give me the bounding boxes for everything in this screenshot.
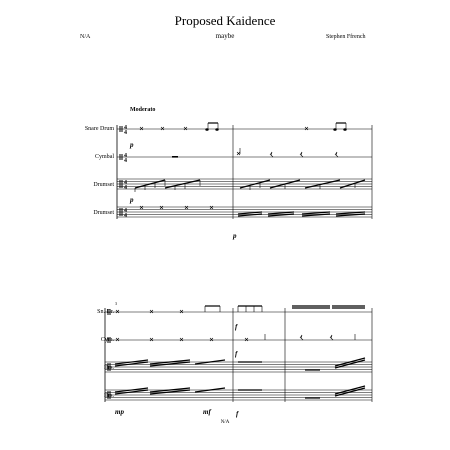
instrument-label-drumset-1: Drumset (93, 182, 114, 188)
instrument-label-snare-drum: Snare Drum (84, 126, 114, 132)
svg-text:4: 4 (124, 208, 127, 214)
svg-text:4: 4 (124, 158, 127, 164)
measure-number: 3 (115, 301, 117, 306)
dynamic-marking: mp (115, 408, 124, 416)
svg-text:4: 4 (124, 125, 127, 131)
tempo-marking: Moderato (130, 107, 156, 113)
instrument-label-snare-drum-short: Sn. Dr. (97, 309, 114, 315)
instrument-label-cymbal-short: Cym. (100, 337, 114, 343)
instrument-label-cymbal: Cymbal (95, 154, 114, 160)
drumset-1-notes-2 (115, 358, 365, 370)
snare-notes (140, 123, 346, 131)
score-title: Proposed Kaidence (174, 13, 276, 28)
staff-drumset-1-2 (105, 362, 372, 372)
dynamic-marking: p (130, 196, 134, 204)
percussion-clef-icon (108, 309, 110, 399)
svg-text:4: 4 (124, 180, 127, 186)
svg-text:4: 4 (124, 153, 127, 159)
dynamic-marking: f (235, 350, 238, 358)
cymbal-notes (172, 148, 338, 158)
dynamic-marking: p (233, 232, 237, 240)
time-signature (124, 125, 127, 219)
header-left-text: N/A (80, 34, 91, 40)
dynamic-marking: f (236, 410, 239, 418)
dynamic-marking: f (235, 323, 238, 331)
dynamic-marking: p (130, 141, 134, 149)
svg-text:4: 4 (124, 213, 127, 219)
dynamic-marking: mf (203, 408, 211, 416)
staff-drumset-2-2 (105, 390, 372, 400)
drumset-2-notes-2 (115, 386, 365, 398)
percussion-clef-icon (120, 126, 122, 216)
svg-text:4: 4 (124, 185, 127, 191)
composer-name: Stephen Ffrench (326, 34, 366, 40)
instrument-label-drumset-2-short: Drs. (103, 393, 114, 399)
page-footer: N/A (220, 420, 230, 425)
svg-text:4: 4 (124, 130, 127, 136)
instrument-label-drumset-2: Drumset (93, 210, 114, 216)
score-subtitle: maybe (215, 32, 235, 40)
instrument-label-drumset-1-short: Drs. (103, 365, 114, 371)
